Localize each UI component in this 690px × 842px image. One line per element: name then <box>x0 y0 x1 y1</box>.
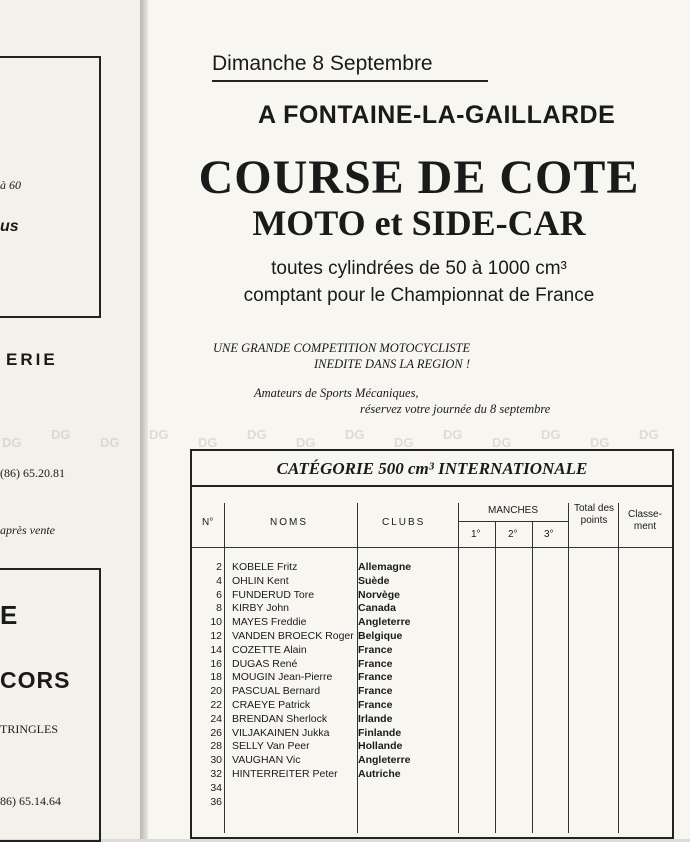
event-subtitle: MOTO et SIDE-CAR <box>252 203 586 243</box>
left-page <box>0 0 140 839</box>
col-divider <box>458 503 459 833</box>
col-divider <box>568 503 569 833</box>
row-name: KOBELE Fritz <box>232 561 298 573</box>
row-number: 26 <box>210 726 222 739</box>
intro-line-4: réservez votre journée du 8 septembre <box>360 402 551 416</box>
row-number: 20 <box>210 685 222 698</box>
watermark-mark: DG <box>590 435 610 450</box>
row-name: HINTERREITER Peter <box>232 768 338 780</box>
left-fragment-6: CORS <box>0 667 71 693</box>
row-club: Suède <box>358 574 390 587</box>
row-number: 8 <box>216 602 222 615</box>
page-gutter <box>140 0 148 839</box>
row-number: 22 <box>210 699 222 711</box>
left-fragment-4: après vente <box>0 523 55 537</box>
left-fragment-5: E <box>0 600 18 630</box>
row-name: BRENDAN Sherlock <box>232 712 328 725</box>
col-head-noms: NOMS <box>270 517 308 528</box>
row-club: Hollande <box>358 740 403 753</box>
col-divider <box>618 503 619 833</box>
row-number: 34 <box>210 781 222 794</box>
row-club: Irlande <box>358 712 393 725</box>
row-club: France <box>358 643 393 656</box>
date-underline <box>212 80 488 82</box>
left-fragment-1: à 60 <box>0 178 21 192</box>
row-club: France <box>358 657 393 670</box>
row-club: Norvège <box>358 588 401 601</box>
row-club: Angleterre <box>358 754 411 767</box>
col-divider <box>224 503 225 833</box>
row-number: 14 <box>210 643 222 656</box>
row-number: 12 <box>210 630 222 642</box>
col-head-manche-2: 2° <box>508 529 518 540</box>
row-name: PASCUAL Bernard <box>232 685 321 698</box>
row-club: France <box>358 685 393 698</box>
col-head-total: Total des points <box>573 503 615 526</box>
row-number: 30 <box>210 754 222 767</box>
event-desc-line-1: toutes cylindrées de 50 à 1000 cm³ <box>271 258 567 279</box>
header-divider <box>192 547 672 548</box>
event-location: A FONTAINE-LA-GAILLARDE <box>258 101 616 129</box>
row-number: 4 <box>216 574 222 587</box>
row-number: 32 <box>210 768 222 780</box>
row-name: SELLY Van Peer <box>232 740 310 753</box>
intro-line-2: INEDITE DANS LA REGION ! <box>314 357 471 371</box>
row-name: VAUGHAN Vic <box>232 754 301 767</box>
col-divider <box>532 522 533 833</box>
row-name: OHLIN Kent <box>232 574 289 587</box>
watermark-mark: DG <box>296 435 316 450</box>
left-phone-1: (86) 65.20.81 <box>0 466 65 480</box>
intro-line-1: UNE GRANDE COMPETITION MOTOCYCLISTE <box>213 341 471 355</box>
left-phone-2: 86) 65.14.64 <box>0 794 61 808</box>
event-desc-line-2: comptant pour le Championnat de France <box>243 285 595 306</box>
col-divider <box>495 522 496 833</box>
row-number: 10 <box>210 616 222 629</box>
watermark-mark: DG <box>2 435 22 450</box>
col-head-clubs: CLUBS <box>382 517 426 528</box>
results-table <box>190 449 674 839</box>
results-header <box>192 451 672 487</box>
row-name: CRAEYE Patrick <box>232 699 311 711</box>
watermark-mark: DG <box>247 427 267 442</box>
left-fragment-2: us <box>0 218 19 235</box>
row-club: Autriche <box>358 768 401 780</box>
watermark-mark: DG <box>345 427 365 442</box>
row-name: COZETTE Alain <box>232 643 307 656</box>
row-name: KIRBY John <box>232 602 290 615</box>
row-name: MOUGIN Jean-Pierre <box>232 671 333 684</box>
col-head-classement: Classe-ment <box>628 509 662 532</box>
watermark-mark: DG <box>492 435 512 450</box>
col-head-manche-3: 3° <box>544 529 554 540</box>
row-number: 24 <box>210 712 222 725</box>
intro-line-3: Amateurs de Sports Mécaniques, <box>254 386 419 400</box>
row-club: Finlande <box>358 726 402 739</box>
watermark-mark: DG <box>149 427 169 442</box>
row-number: 2 <box>216 561 222 573</box>
watermark-mark: DG <box>639 427 659 442</box>
watermark-mark: DG <box>198 435 218 450</box>
row-name: MAYES Freddie <box>232 616 307 629</box>
row-name: VANDEN BROECK Roger <box>232 630 354 642</box>
row-number: 6 <box>216 588 222 601</box>
row-club: France <box>358 671 393 684</box>
event-title: COURSE DE COTE <box>198 151 640 204</box>
category-title: CATÉGORIE 500 cm³ INTERNATIONALE <box>276 459 588 478</box>
row-name: FUNDERUD Tore <box>232 588 315 601</box>
row-club: France <box>358 699 393 711</box>
left-fragment-7: TRINGLES <box>0 722 58 736</box>
watermark-mark: DG <box>541 427 561 442</box>
col-head-no: N° <box>202 517 214 528</box>
row-name: VILJAKAINEN Jukka <box>232 726 330 739</box>
col-head-manche-1: 1° <box>471 529 481 540</box>
watermark-mark: DG <box>51 427 71 442</box>
manches-divider <box>458 521 568 522</box>
watermark-mark: DG <box>394 435 414 450</box>
watermark-mark: DG <box>443 427 463 442</box>
watermark-mark: DG <box>100 435 120 450</box>
row-number: 28 <box>210 740 222 753</box>
event-date: Dimanche 8 Septembre <box>212 52 433 75</box>
row-club: Canada <box>358 602 396 615</box>
row-club: Allemagne <box>358 561 412 573</box>
row-club: Angleterre <box>358 616 411 629</box>
row-number: 18 <box>210 671 222 684</box>
row-name: DUGAS René <box>232 657 298 670</box>
col-head-manches: MANCHES <box>488 505 539 516</box>
left-fragment-3: ERIE <box>6 350 58 369</box>
row-number: 36 <box>210 795 222 808</box>
row-club: Belgique <box>358 630 403 642</box>
right-page <box>148 0 690 839</box>
row-number: 16 <box>210 657 222 670</box>
